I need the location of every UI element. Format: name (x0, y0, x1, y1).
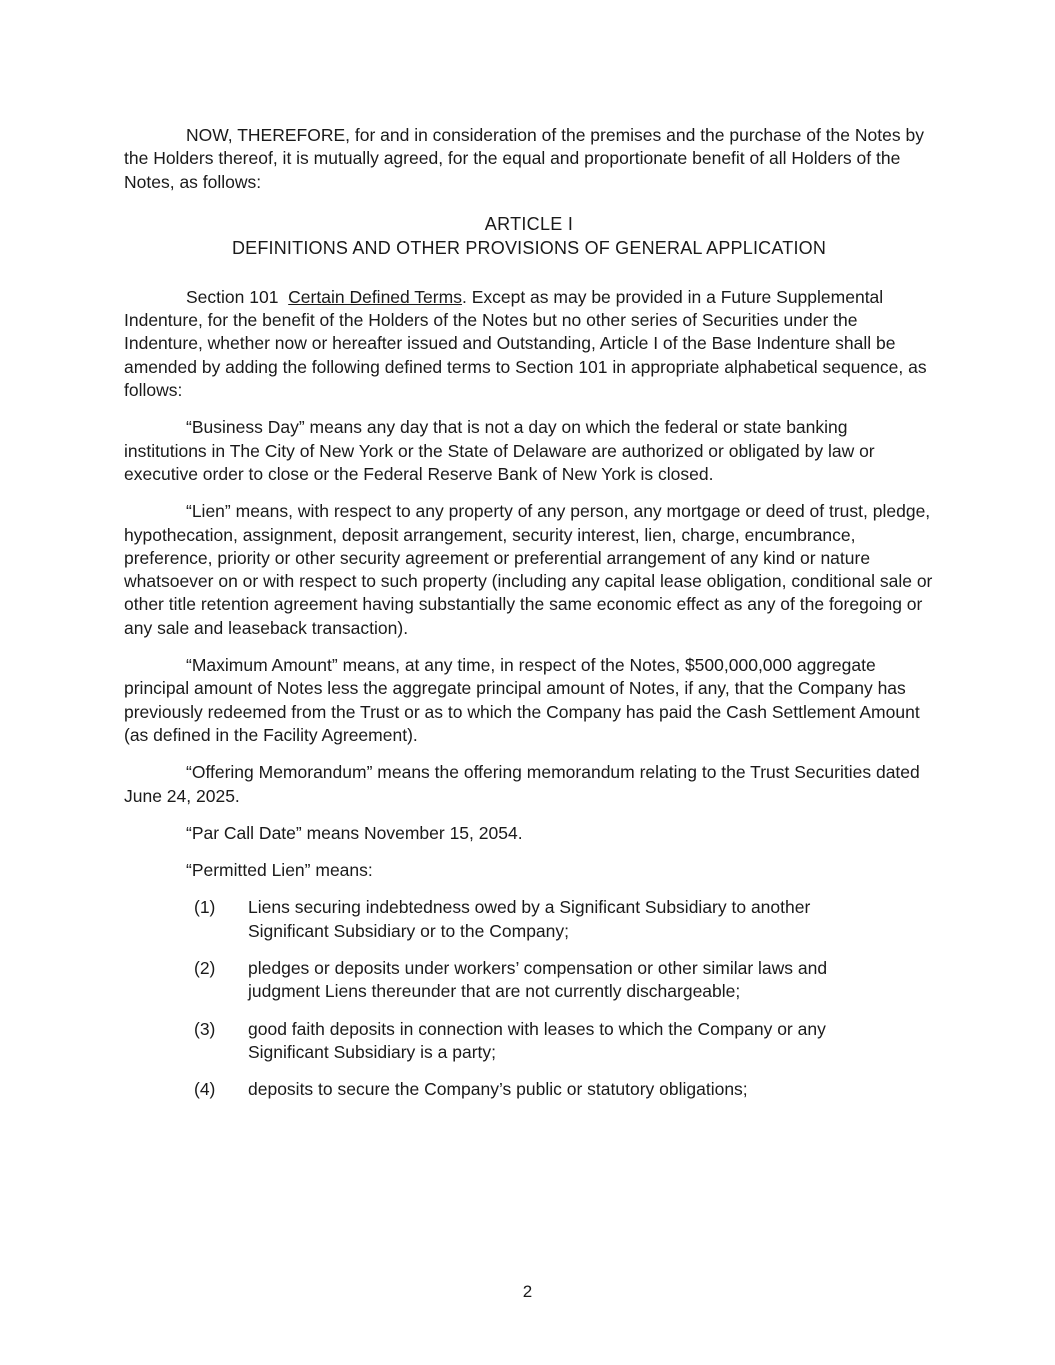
definition-text: means: (310, 860, 373, 881)
definition-text: means, with respect to any property of any person, any mortgage or deed of trust, pledge, hypothecation, assignment, deposit arrangement, security interest, lien, charge, encumbrance, preference, priority or other security agreement or preferential arrangement of any kind or nature whatsoever on or with respect to such property (including any capital lease obligation, conditional sale or other title retention agreement having substantially the same economic effect as any of the foregoing or any sale and leaseback transaction). (124, 501, 933, 638)
definition-term: “Business Day” (186, 417, 305, 438)
list-text: good faith deposits in connection with leases to which the Company or any Significant Subsidiary is a party; (248, 1018, 826, 1062)
definition-paragraph (124, 822, 934, 845)
page-number: 2 (522, 1282, 533, 1301)
definition-paragraph (124, 416, 934, 486)
definition-text: means any day that is not a day on which the federal or state banking institutions in The City of New York or the State of Delaware are authorized or obligated by law or executive order to close or the Federal Reserve Bank of New York is closed. (124, 417, 875, 484)
list-text: pledges or deposits under workers’ compensation or other similar laws and judgment Liens thereunder that are not currently dischargeable; (248, 958, 828, 1002)
permitted-lien-item (124, 957, 934, 1004)
definition-term: “Offering Memorandum” (186, 762, 373, 783)
permitted-lien-item (124, 1018, 934, 1065)
definition-text: means November 15, 2054. (301, 822, 523, 843)
definition-paragraph (124, 859, 934, 882)
article-subtitle: DEFINITIONS AND OTHER PROVISIONS OF GENERAL APPLICATION (231, 237, 827, 258)
section-heading: Certain Defined Terms (288, 286, 462, 307)
list-number: (1) (194, 897, 216, 918)
definition-paragraph (124, 654, 934, 747)
list-number: (3) (194, 1018, 216, 1039)
section-101-paragraph (124, 286, 934, 402)
article-title: ARTICLE I (484, 213, 574, 234)
definition-term: “Par Call Date” (186, 822, 302, 843)
definition-paragraph (124, 500, 934, 640)
definition-text: means the offering memorandum relating to the Trust Securities dated June 24, 2025. (124, 762, 920, 806)
list-text: deposits to secure the Company’s public or statutory obligations; (248, 1079, 748, 1100)
permitted-lien-item (124, 1078, 934, 1101)
list-text: Liens securing indebtedness owed by a Significant Subsidiary to another Significant Subsidiary or to the Company; (248, 897, 811, 941)
definition-term: “Lien” (186, 501, 231, 522)
section-heading-period: . (461, 286, 467, 307)
section-text: Except as may be provided in a Future Supplemental Indenture, for the benefit of the Holders of the Notes but no other series of Securities under the Indenture, whether now or hereafter issued and Outstanding, Article I of the Base Indenture shall be amended by adding the following defined terms to Section 101 in appropriate alphabetical sequence, as follows: (124, 286, 927, 401)
definition-paragraph (124, 761, 934, 808)
permitted-lien-item (124, 896, 934, 943)
list-number: (2) (194, 958, 216, 979)
section-label: Section 101 (186, 286, 279, 307)
definition-term: “Permitted Lien” (186, 860, 311, 881)
definition-text: means, at any time, in respect of the Notes, $500,000,000 aggregate principal amount of Notes less the aggregate principal amount of Notes, if any, that the Company has previously redeemed from the Trust or as to which the Company has paid the Cash Settlement Amount (as defined in the Facility Agreement). (124, 655, 920, 745)
list-number: (4) (194, 1079, 216, 1100)
document-page (124, 124, 934, 1102)
definition-term: “Maximum Amount” (186, 655, 338, 676)
intro-paragraph: NOW, THEREFORE, for and in consideration of the premises and the purchase of the Notes by the Holders thereof, it is mutually agreed, for the equal and proportionate benefit of all Holders of the Notes, as follows: (124, 125, 924, 192)
